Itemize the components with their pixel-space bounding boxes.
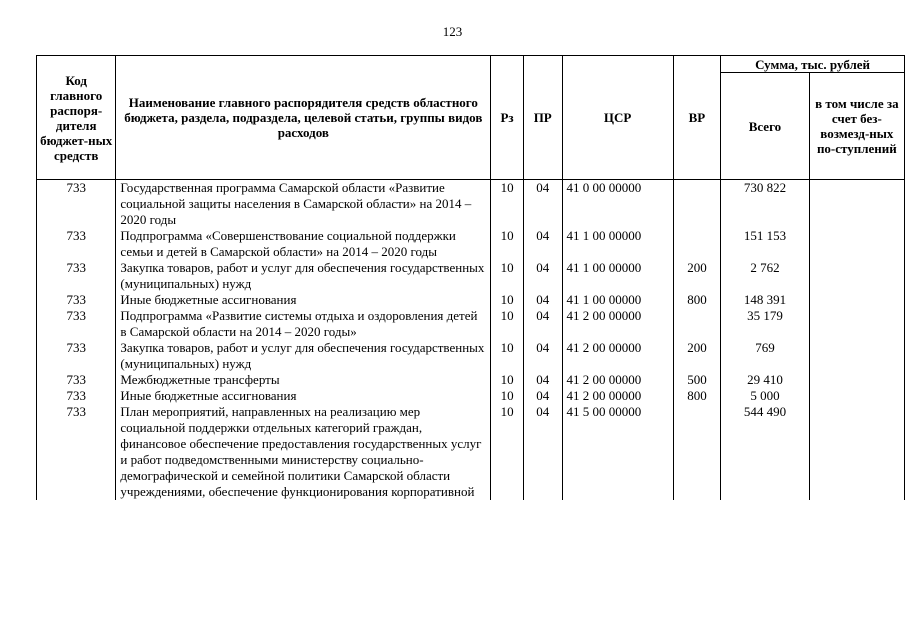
cell-code: 733 [37, 308, 116, 340]
cell-code: 733 [37, 260, 116, 292]
cell-name: Подпрограмма «Развитие системы отдыха и оздоровления детей в Самарской области на 2014 – 2020 годы» [116, 308, 491, 340]
cell-vr [673, 180, 720, 229]
cell-pr: 04 [523, 340, 562, 372]
header-sum: Сумма, тыс. рублей [721, 56, 905, 73]
cell-name: Закупка товаров, работ и услуг для обеспечения государственных (муниципальных) нужд [116, 340, 491, 372]
cell-csr: 41 1 00 00000 [562, 260, 673, 292]
cell-name: Иные бюджетные ассигнования [116, 292, 491, 308]
cell-code: 733 [37, 228, 116, 260]
cell-total: 151 153 [721, 228, 810, 260]
cell-csr: 41 5 00 00000 [562, 404, 673, 500]
header-vr: ВР [673, 56, 720, 180]
header-free: в том числе за счет без-возмезд-ных по-ступлений [809, 73, 904, 180]
cell-vr [673, 308, 720, 340]
cell-total: 769 [721, 340, 810, 372]
table-row [37, 180, 905, 229]
cell-free [809, 388, 904, 404]
cell-total: 29 410 [721, 372, 810, 388]
cell-pr: 04 [523, 308, 562, 340]
cell-free [809, 372, 904, 388]
table-row [37, 228, 905, 260]
cell-rz: 10 [491, 180, 524, 229]
cell-free [809, 260, 904, 292]
budget-table [36, 55, 905, 500]
cell-csr: 41 1 00 00000 [562, 228, 673, 260]
page-number: 123 [442, 24, 463, 39]
cell-vr: 800 [673, 292, 720, 308]
table-row [37, 404, 905, 500]
cell-pr: 04 [523, 228, 562, 260]
cell-code: 733 [37, 180, 116, 229]
cell-rz: 10 [491, 404, 524, 500]
cell-vr: 200 [673, 340, 720, 372]
table-header [37, 56, 905, 180]
cell-vr: 800 [673, 388, 720, 404]
cell-name: Закупка товаров, работ и услуг для обеспечения государственных (муниципальных) нужд [116, 260, 491, 292]
table-body [37, 180, 905, 501]
cell-rz: 10 [491, 340, 524, 372]
cell-csr: 41 2 00 00000 [562, 372, 673, 388]
cell-name: Государственная программа Самарской области «Развитие социальной защиты населения в Самарской области» на 2014 – 2020 годы [116, 180, 491, 229]
cell-free [809, 292, 904, 308]
cell-free [809, 340, 904, 372]
table-row [37, 340, 905, 372]
header-total: Всего [721, 73, 810, 180]
cell-name: Межбюджетные трансферты [116, 372, 491, 388]
cell-rz: 10 [491, 260, 524, 292]
cell-code: 733 [37, 372, 116, 388]
cell-code: 733 [37, 404, 116, 500]
cell-name: Подпрограмма «Совершенствование социальной поддержки семьи и детей в Самарской области» на 2014 – 2020 годы [116, 228, 491, 260]
table-row [37, 308, 905, 340]
cell-vr: 200 [673, 260, 720, 292]
cell-pr: 04 [523, 292, 562, 308]
cell-csr: 41 1 00 00000 [562, 292, 673, 308]
cell-pr: 04 [523, 388, 562, 404]
table-row [37, 260, 905, 292]
table-row [37, 292, 905, 308]
cell-csr: 41 2 00 00000 [562, 340, 673, 372]
cell-rz: 10 [491, 308, 524, 340]
header-name: Наименование главного распорядителя средств областного бюджета, раздела, подраздела, целевой статьи, группы видов расходов [116, 56, 491, 180]
cell-rz: 10 [491, 228, 524, 260]
cell-vr [673, 404, 720, 500]
header-pr: ПР [523, 56, 562, 180]
cell-total: 730 822 [721, 180, 810, 229]
table-row [37, 372, 905, 388]
cell-csr: 41 0 00 00000 [562, 180, 673, 229]
cell-rz: 10 [491, 292, 524, 308]
header-code: Код главного распоря-дителя бюджет-ных средств [37, 56, 116, 180]
cell-vr: 500 [673, 372, 720, 388]
cell-total: 35 179 [721, 308, 810, 340]
header-csr: ЦСР [562, 56, 673, 180]
header-rz: Рз [491, 56, 524, 180]
cell-csr: 41 2 00 00000 [562, 308, 673, 340]
cell-pr: 04 [523, 372, 562, 388]
cell-code: 733 [37, 292, 116, 308]
cell-free [809, 308, 904, 340]
cell-free [809, 180, 904, 229]
cell-total: 5 000 [721, 388, 810, 404]
table-row [37, 388, 905, 404]
cell-name: План мероприятий, направленных на реализацию мер социальной поддержки отдельных категорий граждан, финансовое обеспечение предоставления государственных услуг и работ подведомственными министерству социально-демографической и семейной политики Самарской области учреждениями, обеспечение функционирования корпоративной [116, 404, 491, 500]
cell-pr: 04 [523, 404, 562, 500]
cell-code: 733 [37, 388, 116, 404]
cell-vr [673, 228, 720, 260]
cell-pr: 04 [523, 180, 562, 229]
cell-rz: 10 [491, 372, 524, 388]
cell-total: 148 391 [721, 292, 810, 308]
cell-name: Иные бюджетные ассигнования [116, 388, 491, 404]
cell-pr: 04 [523, 260, 562, 292]
cell-total: 2 762 [721, 260, 810, 292]
cell-rz: 10 [491, 388, 524, 404]
cell-free [809, 404, 904, 500]
cell-free [809, 228, 904, 260]
cell-total: 544 490 [721, 404, 810, 500]
cell-code: 733 [37, 340, 116, 372]
cell-csr: 41 2 00 00000 [562, 388, 673, 404]
